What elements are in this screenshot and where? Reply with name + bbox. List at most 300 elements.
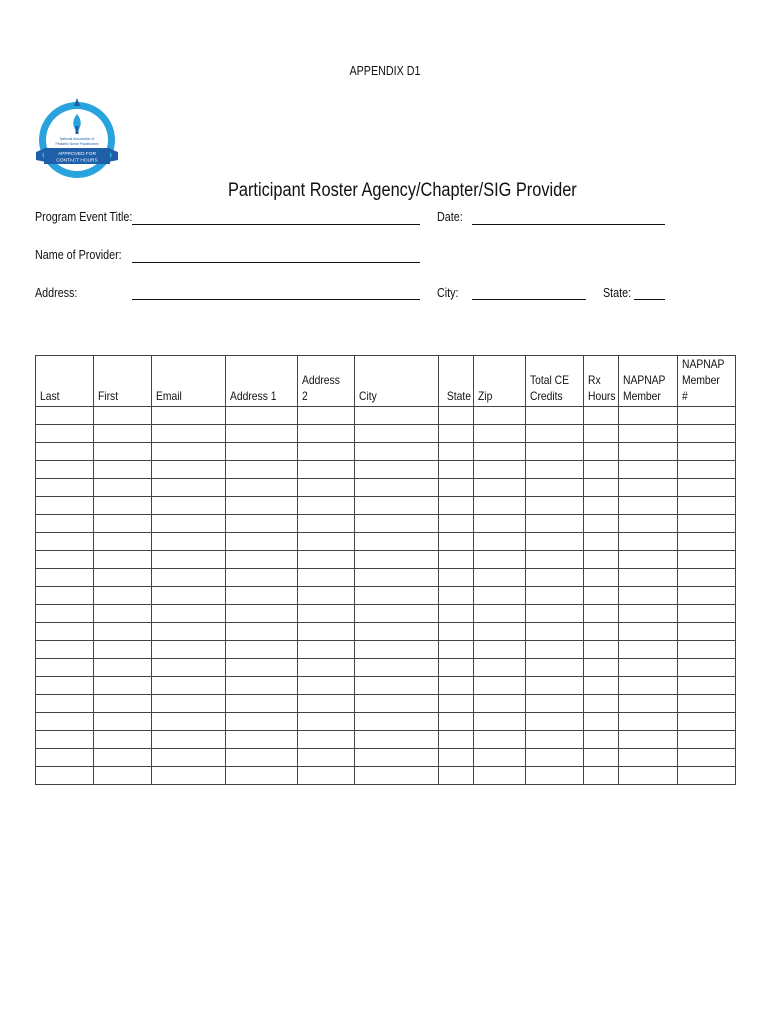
table-cell[interactable] xyxy=(226,407,298,425)
table-cell[interactable] xyxy=(678,587,736,605)
table-cell[interactable] xyxy=(355,587,439,605)
table-cell[interactable] xyxy=(678,515,736,533)
address-field[interactable] xyxy=(132,299,420,300)
table-cell[interactable] xyxy=(152,605,226,623)
table-row xyxy=(36,443,736,461)
table-cell[interactable] xyxy=(619,443,678,461)
table-cell[interactable] xyxy=(474,767,526,785)
table-cell[interactable] xyxy=(584,569,619,587)
table-cell[interactable] xyxy=(298,695,355,713)
table-cell[interactable] xyxy=(439,479,474,497)
table-cell[interactable] xyxy=(619,623,678,641)
table-cell[interactable] xyxy=(678,461,736,479)
table-cell[interactable] xyxy=(619,749,678,767)
date-field[interactable] xyxy=(472,224,665,225)
table-cell[interactable] xyxy=(678,425,736,443)
table-cell[interactable] xyxy=(94,749,152,767)
table-cell[interactable] xyxy=(36,497,94,515)
table-cell[interactable] xyxy=(619,587,678,605)
table-cell[interactable] xyxy=(94,587,152,605)
table-row xyxy=(36,749,736,767)
table-row xyxy=(36,767,736,785)
table-cell[interactable] xyxy=(94,443,152,461)
table-row xyxy=(36,587,736,605)
table-cell[interactable] xyxy=(584,713,619,731)
table-cell[interactable] xyxy=(678,443,736,461)
table-cell[interactable] xyxy=(226,425,298,443)
table-cell[interactable] xyxy=(584,605,619,623)
table-cell[interactable] xyxy=(619,713,678,731)
table-row xyxy=(36,713,736,731)
table-cell[interactable] xyxy=(298,443,355,461)
table-cell[interactable] xyxy=(298,407,355,425)
table-cell[interactable] xyxy=(526,497,584,515)
table-cell[interactable] xyxy=(439,497,474,515)
table-cell[interactable] xyxy=(526,605,584,623)
table-cell[interactable] xyxy=(439,677,474,695)
table-cell[interactable] xyxy=(355,551,439,569)
table-cell[interactable] xyxy=(678,407,736,425)
table-cell[interactable] xyxy=(526,749,584,767)
program-event-title-field[interactable] xyxy=(132,224,420,225)
table-cell[interactable] xyxy=(226,731,298,749)
table-cell[interactable] xyxy=(36,407,94,425)
table-cell[interactable] xyxy=(584,533,619,551)
table-cell[interactable] xyxy=(152,533,226,551)
table-cell[interactable] xyxy=(439,587,474,605)
table-cell[interactable] xyxy=(94,605,152,623)
table-cell[interactable] xyxy=(298,479,355,497)
table-cell[interactable] xyxy=(36,443,94,461)
table-cell[interactable] xyxy=(584,497,619,515)
table-cell[interactable] xyxy=(355,749,439,767)
table-cell[interactable] xyxy=(94,677,152,695)
table-cell[interactable] xyxy=(474,623,526,641)
table-cell[interactable] xyxy=(298,533,355,551)
table-cell[interactable] xyxy=(526,767,584,785)
col-header-first: First xyxy=(94,356,152,407)
table-cell[interactable] xyxy=(226,713,298,731)
table-cell[interactable] xyxy=(94,695,152,713)
table-cell[interactable] xyxy=(474,731,526,749)
table-cell[interactable] xyxy=(584,515,619,533)
table-cell[interactable] xyxy=(526,713,584,731)
table-cell[interactable] xyxy=(526,479,584,497)
city-field[interactable] xyxy=(472,299,586,300)
table-cell[interactable] xyxy=(526,461,584,479)
table-cell[interactable] xyxy=(439,605,474,623)
table-row xyxy=(36,479,736,497)
table-cell[interactable] xyxy=(226,443,298,461)
table-cell[interactable] xyxy=(152,443,226,461)
table-cell[interactable] xyxy=(526,533,584,551)
table-cell[interactable] xyxy=(226,659,298,677)
table-cell[interactable] xyxy=(36,533,94,551)
table-cell[interactable] xyxy=(584,623,619,641)
table-cell[interactable] xyxy=(439,569,474,587)
table-cell[interactable] xyxy=(36,767,94,785)
table-cell[interactable] xyxy=(94,641,152,659)
table-cell[interactable] xyxy=(619,497,678,515)
form-title: Participant Roster Agency/Chapter/SIG Provider xyxy=(228,180,577,201)
table-cell[interactable] xyxy=(678,605,736,623)
table-cell[interactable] xyxy=(439,641,474,659)
table-cell[interactable] xyxy=(526,641,584,659)
table-cell[interactable] xyxy=(619,551,678,569)
table-cell[interactable] xyxy=(94,731,152,749)
table-cell[interactable] xyxy=(226,695,298,713)
table-cell[interactable] xyxy=(226,479,298,497)
table-cell[interactable] xyxy=(526,587,584,605)
table-cell[interactable] xyxy=(152,587,226,605)
table-cell[interactable] xyxy=(584,461,619,479)
table-cell[interactable] xyxy=(678,695,736,713)
table-row xyxy=(36,425,736,443)
table-cell[interactable] xyxy=(152,695,226,713)
table-row xyxy=(36,551,736,569)
table-cell[interactable] xyxy=(439,713,474,731)
table-cell[interactable] xyxy=(678,533,736,551)
table-cell[interactable] xyxy=(36,677,94,695)
table-cell[interactable] xyxy=(439,425,474,443)
table-cell[interactable] xyxy=(94,533,152,551)
table-cell[interactable] xyxy=(474,749,526,767)
table-cell[interactable] xyxy=(298,623,355,641)
table-cell[interactable] xyxy=(619,515,678,533)
table-row xyxy=(36,515,736,533)
table-cell[interactable] xyxy=(474,713,526,731)
table-cell[interactable] xyxy=(678,731,736,749)
program-event-title-label: Program Event Title: xyxy=(35,210,133,224)
table-cell[interactable] xyxy=(678,677,736,695)
table-cell[interactable] xyxy=(226,497,298,515)
table-cell[interactable] xyxy=(36,587,94,605)
table-cell[interactable] xyxy=(298,605,355,623)
table-cell[interactable] xyxy=(36,749,94,767)
table-cell[interactable] xyxy=(298,551,355,569)
table-cell[interactable] xyxy=(355,641,439,659)
table-cell[interactable] xyxy=(678,623,736,641)
col-header-total-ce-credits: Total CE Credits xyxy=(526,356,584,407)
table-cell[interactable] xyxy=(526,515,584,533)
table-cell[interactable] xyxy=(152,425,226,443)
col-header-napnap-member: NAPNAP Member xyxy=(619,356,678,407)
table-cell[interactable] xyxy=(36,569,94,587)
col-header-address-2: Address 2 xyxy=(298,356,355,407)
table-cell[interactable] xyxy=(474,569,526,587)
table-cell[interactable] xyxy=(474,587,526,605)
table-cell[interactable] xyxy=(94,425,152,443)
table-cell[interactable] xyxy=(526,659,584,677)
table-row xyxy=(36,605,736,623)
table-cell[interactable] xyxy=(619,731,678,749)
table-cell[interactable] xyxy=(226,533,298,551)
table-cell[interactable] xyxy=(619,641,678,659)
table-cell[interactable] xyxy=(298,587,355,605)
table-cell[interactable] xyxy=(678,551,736,569)
table-cell[interactable] xyxy=(226,461,298,479)
table-header-row xyxy=(36,356,736,407)
table-row xyxy=(36,461,736,479)
table-cell[interactable] xyxy=(94,497,152,515)
table-cell[interactable] xyxy=(439,731,474,749)
table-cell[interactable] xyxy=(474,443,526,461)
table-cell[interactable] xyxy=(36,461,94,479)
table-cell[interactable] xyxy=(36,551,94,569)
table-cell[interactable] xyxy=(94,569,152,587)
table-cell[interactable] xyxy=(355,767,439,785)
participant-roster-table xyxy=(35,355,736,785)
table-cell[interactable] xyxy=(36,425,94,443)
table-cell[interactable] xyxy=(298,461,355,479)
table-cell[interactable] xyxy=(355,425,439,443)
table-cell[interactable] xyxy=(355,713,439,731)
table-cell[interactable] xyxy=(474,659,526,677)
table-cell[interactable] xyxy=(152,641,226,659)
table-cell[interactable] xyxy=(474,641,526,659)
table-cell[interactable] xyxy=(584,407,619,425)
table-cell[interactable] xyxy=(474,497,526,515)
seal-org-line2: Pediatric Nurse Practitioners xyxy=(55,142,99,146)
col-header-city: City xyxy=(355,356,439,407)
seal-banner-line1: APPROVED FOR xyxy=(57,152,97,157)
table-cell[interactable] xyxy=(152,623,226,641)
table-cell[interactable] xyxy=(584,695,619,713)
col-header-napnap-member-number: NAPNAP Member # xyxy=(678,356,736,407)
table-cell[interactable] xyxy=(355,695,439,713)
table-cell[interactable] xyxy=(526,551,584,569)
table-cell[interactable] xyxy=(584,677,619,695)
table-cell[interactable] xyxy=(355,515,439,533)
table-cell[interactable] xyxy=(355,731,439,749)
table-cell[interactable] xyxy=(298,641,355,659)
table-row xyxy=(36,623,736,641)
table-cell[interactable] xyxy=(619,605,678,623)
table-cell[interactable] xyxy=(584,767,619,785)
table-cell[interactable] xyxy=(94,713,152,731)
table-cell[interactable] xyxy=(678,569,736,587)
table-cell[interactable] xyxy=(226,605,298,623)
table-cell[interactable] xyxy=(36,623,94,641)
table-cell[interactable] xyxy=(474,515,526,533)
name-of-provider-field[interactable] xyxy=(132,262,420,263)
table-cell[interactable] xyxy=(226,623,298,641)
table-cell[interactable] xyxy=(94,479,152,497)
table-cell[interactable] xyxy=(94,623,152,641)
appendix-label: APPENDIX D1 xyxy=(349,64,421,78)
table-cell[interactable] xyxy=(619,461,678,479)
table-cell[interactable] xyxy=(678,659,736,677)
table-cell[interactable] xyxy=(152,461,226,479)
table-cell[interactable] xyxy=(584,425,619,443)
table-cell[interactable] xyxy=(619,533,678,551)
table-cell[interactable] xyxy=(355,533,439,551)
table-cell[interactable] xyxy=(355,659,439,677)
table-cell[interactable] xyxy=(226,587,298,605)
table-cell[interactable] xyxy=(298,767,355,785)
table-cell[interactable] xyxy=(474,605,526,623)
table-cell[interactable] xyxy=(298,497,355,515)
name-of-provider-label: Name of Provider: xyxy=(35,248,122,262)
table-cell[interactable] xyxy=(36,605,94,623)
table-cell[interactable] xyxy=(298,659,355,677)
table-row xyxy=(36,533,736,551)
table-cell[interactable] xyxy=(474,425,526,443)
table-cell[interactable] xyxy=(526,443,584,461)
table-cell[interactable] xyxy=(36,731,94,749)
table-cell[interactable] xyxy=(526,407,584,425)
table-cell[interactable] xyxy=(298,425,355,443)
table-cell[interactable] xyxy=(439,623,474,641)
table-cell[interactable] xyxy=(678,749,736,767)
table-cell[interactable] xyxy=(152,497,226,515)
table-cell[interactable] xyxy=(474,479,526,497)
table-cell[interactable] xyxy=(678,641,736,659)
table-cell[interactable] xyxy=(152,731,226,749)
table-row xyxy=(36,407,736,425)
table-cell[interactable] xyxy=(474,533,526,551)
table-cell[interactable] xyxy=(439,767,474,785)
approved-contact-hours-seal xyxy=(36,92,118,194)
table-cell[interactable] xyxy=(619,767,678,785)
table-cell[interactable] xyxy=(152,569,226,587)
table-cell[interactable] xyxy=(619,695,678,713)
table-row xyxy=(36,497,736,515)
table-cell[interactable] xyxy=(439,551,474,569)
table-cell[interactable] xyxy=(226,749,298,767)
table-cell[interactable] xyxy=(526,731,584,749)
table-cell[interactable] xyxy=(526,425,584,443)
table-cell[interactable] xyxy=(355,443,439,461)
table-cell[interactable] xyxy=(152,749,226,767)
table-cell[interactable] xyxy=(226,641,298,659)
table-cell[interactable] xyxy=(226,515,298,533)
table-cell[interactable] xyxy=(439,407,474,425)
table-cell[interactable] xyxy=(355,605,439,623)
table-cell[interactable] xyxy=(94,551,152,569)
table-cell[interactable] xyxy=(619,569,678,587)
date-label: Date: xyxy=(437,210,463,224)
col-header-state: State xyxy=(439,356,474,407)
table-cell[interactable] xyxy=(298,713,355,731)
table-cell[interactable] xyxy=(526,677,584,695)
table-cell[interactable] xyxy=(298,731,355,749)
table-cell[interactable] xyxy=(36,641,94,659)
table-cell[interactable] xyxy=(226,551,298,569)
col-header-last: Last xyxy=(36,356,94,407)
table-cell[interactable] xyxy=(355,677,439,695)
table-cell[interactable] xyxy=(226,677,298,695)
city-label: City: xyxy=(437,286,459,300)
table-cell[interactable] xyxy=(439,515,474,533)
table-cell[interactable] xyxy=(152,713,226,731)
table-cell[interactable] xyxy=(474,407,526,425)
table-cell[interactable] xyxy=(474,551,526,569)
table-cell[interactable] xyxy=(439,533,474,551)
seal-banner-line2: CONTACT HOURS xyxy=(56,158,98,164)
table-cell[interactable] xyxy=(584,587,619,605)
table-cell[interactable] xyxy=(355,623,439,641)
table-cell[interactable] xyxy=(355,569,439,587)
table-cell[interactable] xyxy=(678,767,736,785)
table-cell[interactable] xyxy=(152,479,226,497)
table-cell[interactable] xyxy=(355,479,439,497)
table-cell[interactable] xyxy=(526,623,584,641)
col-header-email: Email xyxy=(152,356,226,407)
table-cell[interactable] xyxy=(474,677,526,695)
seal-org-line1: National Association of xyxy=(59,137,95,141)
table-cell[interactable] xyxy=(226,569,298,587)
table-cell[interactable] xyxy=(619,425,678,443)
table-cell[interactable] xyxy=(355,461,439,479)
table-cell[interactable] xyxy=(94,461,152,479)
table-cell[interactable] xyxy=(355,497,439,515)
table-cell[interactable] xyxy=(439,443,474,461)
table-cell[interactable] xyxy=(526,569,584,587)
col-header-rx-hours: Rx Hours xyxy=(584,356,619,407)
table-cell[interactable] xyxy=(584,731,619,749)
table-cell[interactable] xyxy=(619,677,678,695)
table-cell[interactable] xyxy=(439,659,474,677)
table-row xyxy=(36,659,736,677)
table-cell[interactable] xyxy=(152,407,226,425)
table-cell[interactable] xyxy=(526,695,584,713)
table-cell[interactable] xyxy=(678,713,736,731)
table-cell[interactable] xyxy=(298,749,355,767)
table-cell[interactable] xyxy=(152,551,226,569)
table-cell[interactable] xyxy=(36,695,94,713)
table-cell[interactable] xyxy=(36,515,94,533)
table-cell[interactable] xyxy=(584,443,619,461)
state-field[interactable] xyxy=(634,299,665,300)
address-label: Address: xyxy=(35,286,78,300)
table-cell[interactable] xyxy=(152,677,226,695)
table-cell[interactable] xyxy=(584,749,619,767)
table-cell[interactable] xyxy=(94,767,152,785)
table-cell[interactable] xyxy=(439,749,474,767)
table-cell[interactable] xyxy=(94,407,152,425)
table-cell[interactable] xyxy=(36,659,94,677)
table-cell[interactable] xyxy=(619,479,678,497)
table-cell[interactable] xyxy=(678,497,736,515)
table-cell[interactable] xyxy=(474,695,526,713)
table-cell[interactable] xyxy=(298,569,355,587)
state-label: State: xyxy=(603,286,632,300)
col-header-zip: Zip xyxy=(474,356,526,407)
table-cell[interactable] xyxy=(36,479,94,497)
table-cell[interactable] xyxy=(226,767,298,785)
table-cell[interactable] xyxy=(474,461,526,479)
table-cell[interactable] xyxy=(584,551,619,569)
table-cell[interactable] xyxy=(584,479,619,497)
table-cell[interactable] xyxy=(678,479,736,497)
table-cell[interactable] xyxy=(298,515,355,533)
table-cell[interactable] xyxy=(619,407,678,425)
table-cell[interactable] xyxy=(584,659,619,677)
table-cell[interactable] xyxy=(94,659,152,677)
table-cell[interactable] xyxy=(152,767,226,785)
table-cell[interactable] xyxy=(584,641,619,659)
table-cell[interactable] xyxy=(619,659,678,677)
table-cell[interactable] xyxy=(439,695,474,713)
table-cell[interactable] xyxy=(152,659,226,677)
table-cell[interactable] xyxy=(439,461,474,479)
table-cell[interactable] xyxy=(36,713,94,731)
table-cell[interactable] xyxy=(152,515,226,533)
table-cell[interactable] xyxy=(355,407,439,425)
table-cell[interactable] xyxy=(298,677,355,695)
table-cell[interactable] xyxy=(94,515,152,533)
